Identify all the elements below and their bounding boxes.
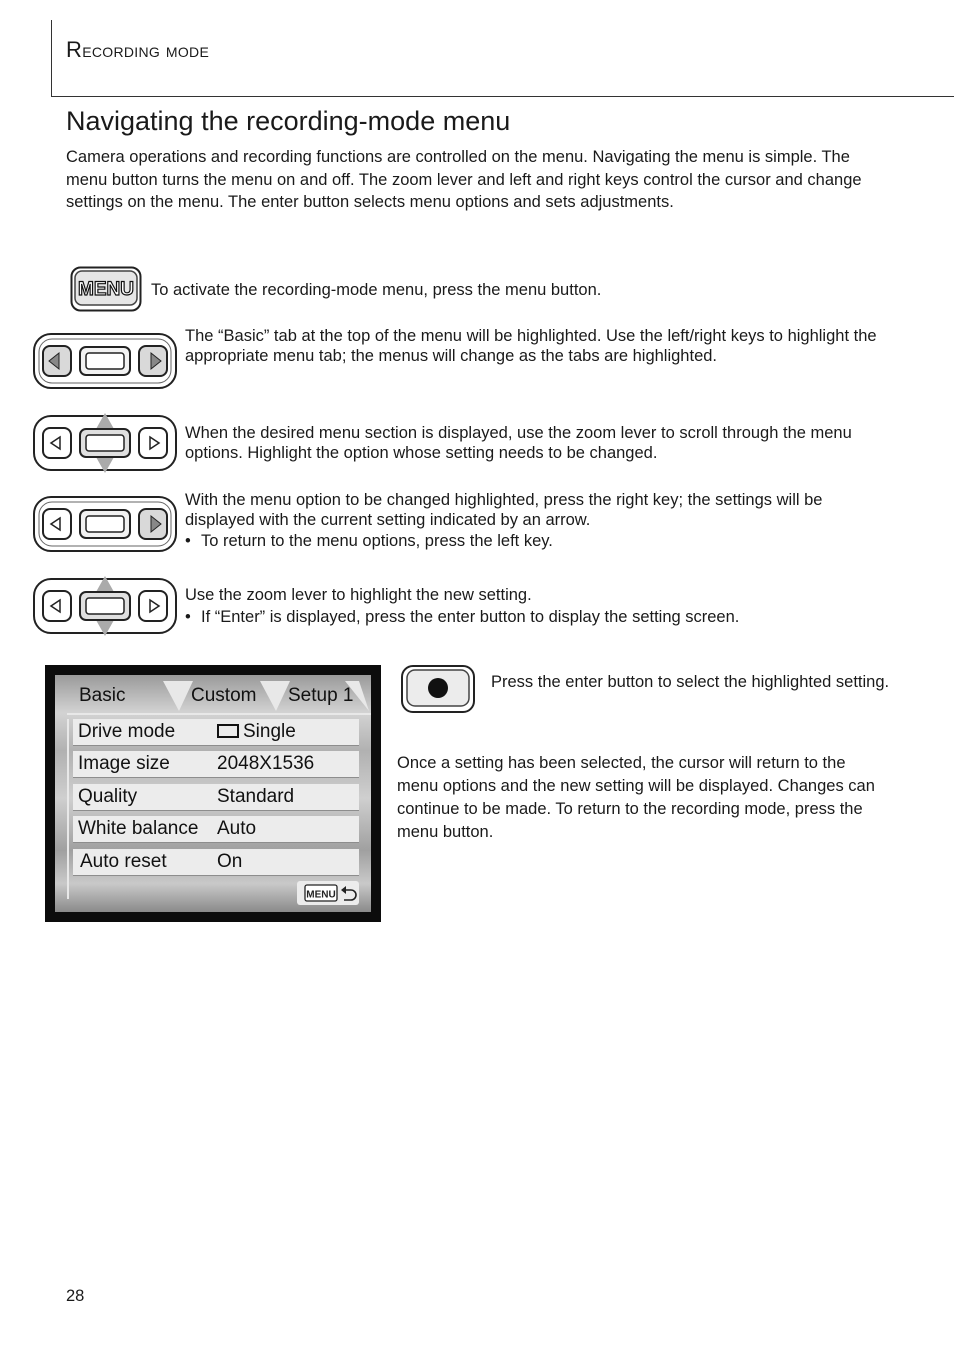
- enter-button-icon: [400, 664, 476, 714]
- header-horizontal-rule: [51, 96, 954, 97]
- menu-row-value: 2048X1536: [217, 753, 315, 774]
- tab-underline: [67, 713, 371, 715]
- controller-right-key-icon: [32, 494, 178, 554]
- tab-divider-icon: [163, 681, 193, 711]
- menu-left-rule: [67, 719, 69, 899]
- step-tabs-text: The “Basic” tab at the top of the menu will be highlighted. Use the left/right keys to highlight the appropriate menu tab; the menus will change as the tabs are highlighted.: [185, 327, 877, 365]
- step-scroll-text: When the desired menu section is displayed, use the zoom lever to scroll through the menu options. Highlight the option whose setting needs to be changed.: [185, 424, 852, 462]
- menu-return-icon: [297, 881, 359, 905]
- step-enter-text: Press the enter button to select the highlighted setting.: [491, 673, 890, 691]
- menu-button-icon: [70, 266, 142, 312]
- controller-zoom-lever-icon: [32, 576, 178, 636]
- menu-row-value: Standard: [217, 786, 295, 807]
- step-menu-text: To activate the recording-mode menu, press the menu button.: [151, 281, 602, 299]
- step-right-bullet: • To return to the menu options, press the left key.: [185, 532, 895, 552]
- intro-paragraph: Camera operations and recording functions are controlled on the menu. Navigating the menu is simple. The menu button turns the menu on and off. The zoom lever and left and right keys control the cursor and change settings on the menu. The enter button selects menu options and sets adjustments.: [66, 148, 862, 211]
- tab-custom[interactable]: Custom: [191, 685, 257, 706]
- tab-basic[interactable]: Basic: [79, 685, 126, 706]
- step-after-text: Once a setting has been selected, the cursor will return to the menu options and the new setting will be displayed. Changes can continue to be made. To return to the recording mode, press the menu button.: [397, 754, 875, 841]
- menu-row-image-size[interactable]: [73, 751, 359, 778]
- menu-row-quality[interactable]: [73, 784, 359, 811]
- step-zoom: [185, 586, 895, 627]
- menu-row-label: Auto reset: [80, 851, 167, 872]
- step-right-key: [185, 491, 895, 552]
- menu-row-value: On: [217, 851, 243, 872]
- page-number: 28: [66, 1287, 85, 1305]
- menu-back-indicator: [297, 881, 359, 905]
- single-frame-icon: [217, 724, 239, 738]
- menu-button-label: MENU: [78, 279, 134, 300]
- menu-row-label: White balance: [78, 818, 199, 839]
- step-right-text: With the menu option to be changed highlighted, press the right key; the settings will be displayed with the current setting indicated by an arrow.: [185, 491, 823, 529]
- controller-zoom-lever-icon: [32, 413, 178, 473]
- tab-setup-1[interactable]: Setup 1: [288, 685, 354, 706]
- lcd-menu-screen: [45, 665, 381, 922]
- page-title: Navigating the recording-mode menu: [66, 106, 511, 136]
- menu-row-value: Single: [217, 719, 296, 745]
- step-zoom-bullet: • If “Enter” is displayed, press the enter button to display the setting screen.: [185, 608, 895, 628]
- menu-row-label: Image size: [78, 753, 170, 774]
- controller-left-right-icon: [32, 331, 178, 391]
- header-vertical-rule: [51, 20, 52, 97]
- menu-row-value: Auto: [217, 818, 257, 839]
- lcd-menu-panel: [55, 675, 371, 912]
- menu-row-label: Quality: [78, 786, 138, 807]
- menu-back-label: MENU: [306, 889, 336, 901]
- menu-row-drive-mode[interactable]: [73, 719, 359, 746]
- menu-row-white-balance[interactable]: [73, 816, 359, 843]
- tab-divider-icon: [260, 681, 290, 711]
- menu-row-label: Drive mode: [78, 721, 176, 742]
- menu-row-auto-reset[interactable]: [73, 849, 359, 876]
- section-label: Recording mode: [66, 37, 210, 62]
- step-zoom-text: Use the zoom lever to highlight the new setting.: [185, 586, 532, 604]
